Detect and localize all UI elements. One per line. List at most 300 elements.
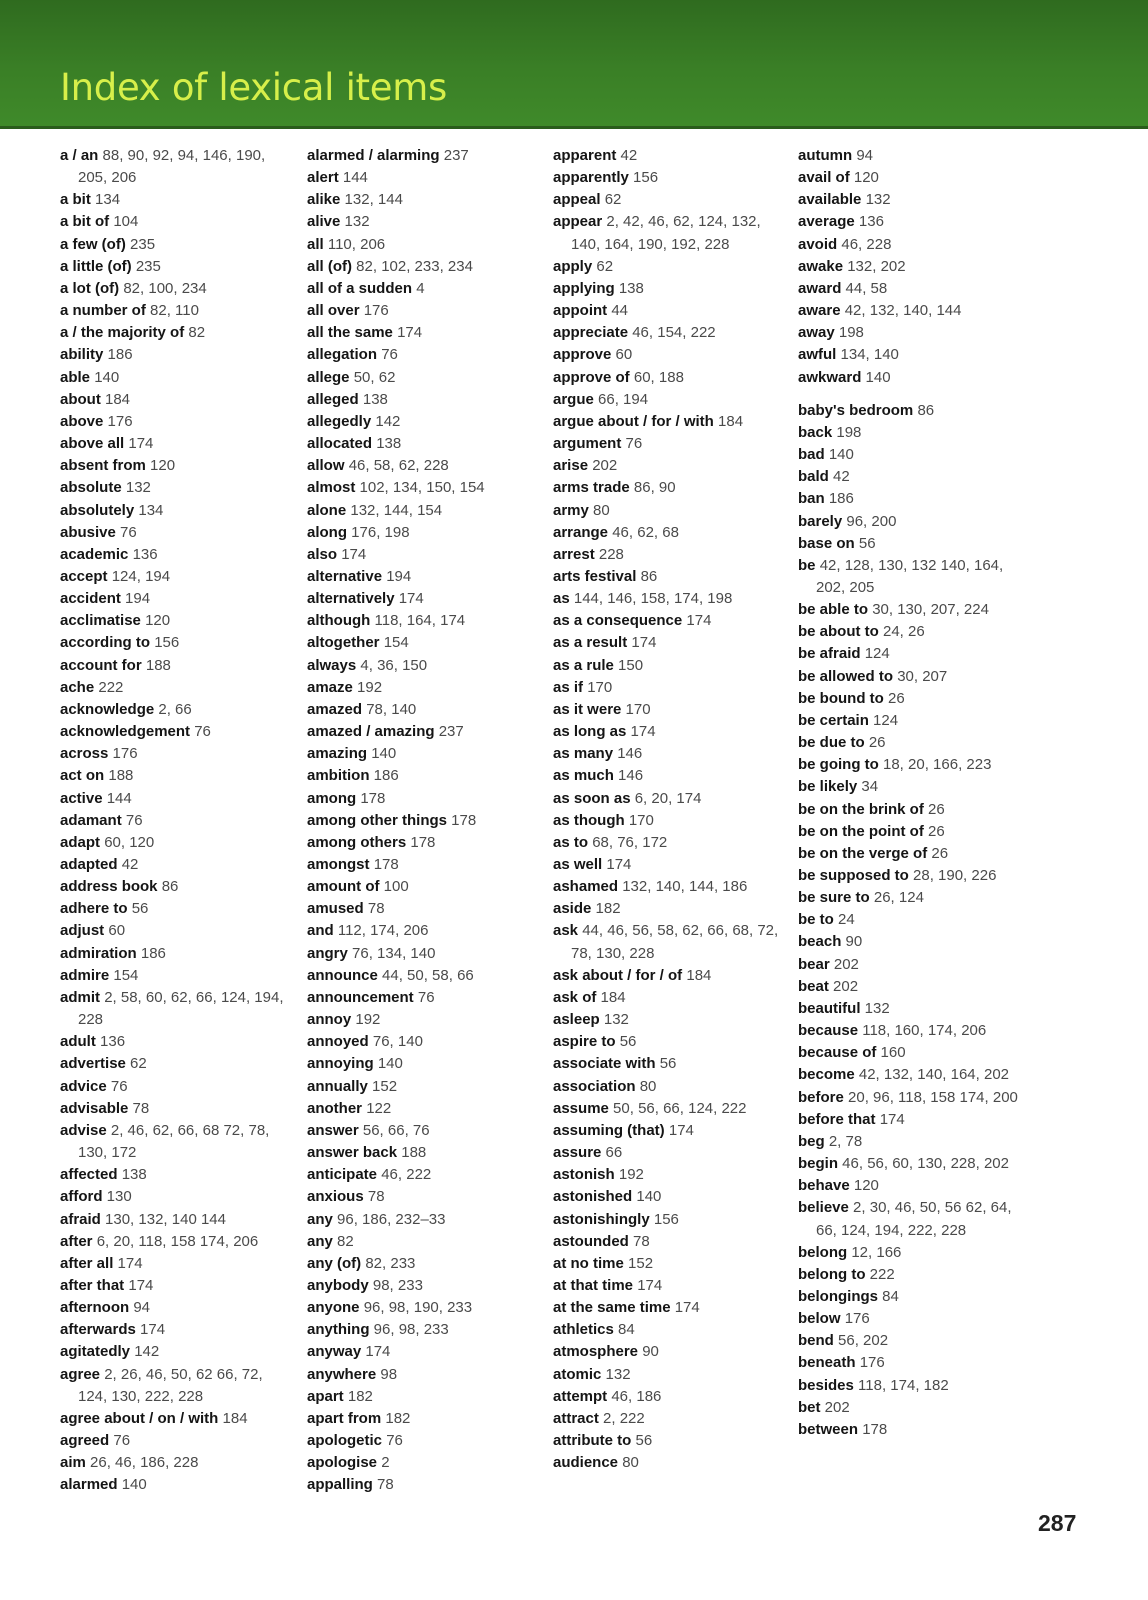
index-term: awkward [798, 368, 862, 386]
index-pages: 4 [416, 279, 425, 297]
index-pages: 132 [864, 999, 890, 1017]
index-entry [553, 1186, 788, 1208]
index-term: apart [307, 1387, 344, 1405]
index-term: among others [307, 833, 407, 851]
index-pages: 118, 164, 174 [374, 612, 466, 630]
index-term: astonishingly [553, 1210, 650, 1228]
index-entry [307, 256, 542, 278]
index-term: believe [798, 1199, 849, 1217]
index-pages: 132, 202 [847, 257, 906, 275]
index-pages: 174 [365, 1343, 391, 1361]
index-term: anybody [307, 1276, 369, 1294]
index-term: allegedly [307, 412, 372, 430]
index-pages: 176 [363, 302, 389, 320]
index-entry [60, 1430, 295, 1452]
index-term: agreed [60, 1432, 110, 1450]
index-term: be sure to [798, 889, 870, 907]
index-pages: 184 [600, 988, 626, 1006]
index-term: associate with [553, 1055, 656, 1073]
index-entry [553, 300, 788, 322]
index-term: anyone [307, 1299, 360, 1317]
page-number: 287 [1038, 1510, 1077, 1536]
index-entry [553, 367, 788, 389]
index-pages: 86 [640, 567, 658, 585]
index-pages: 140 [371, 745, 397, 763]
index-entry [553, 1297, 788, 1319]
index-pages: 192 [355, 1011, 381, 1029]
index-entry [553, 920, 788, 964]
index-entry [553, 477, 788, 499]
index-pages: 62 [596, 257, 614, 275]
index-term: alleged [307, 390, 359, 408]
index-term: back [798, 423, 833, 441]
index-entry [798, 167, 1033, 189]
index-pages: 176 [107, 412, 133, 430]
index-term: a few (of) [60, 235, 126, 253]
index-entry [60, 1031, 295, 1053]
index-entry [553, 1408, 788, 1430]
index-term: amaze [307, 678, 353, 696]
index-entry [553, 876, 788, 898]
index-entry [798, 1153, 1033, 1175]
index-term: anxious [307, 1188, 364, 1206]
index-entry [553, 167, 788, 189]
index-term: abusive [60, 523, 116, 541]
index-entry [307, 1474, 542, 1496]
index-term: be due to [798, 734, 865, 752]
index-pages: 96, 200 [846, 512, 897, 530]
index-pages: 50, 56, 66, 124, 222 [613, 1099, 747, 1117]
index-entry [307, 632, 542, 654]
index-term: afternoon [60, 1299, 130, 1317]
index-term: anyway [307, 1343, 362, 1361]
index-entry [553, 1164, 788, 1186]
index-term: be going to [798, 756, 879, 774]
index-pages: 235 [130, 235, 156, 253]
index-entry [60, 1209, 295, 1231]
index-pages: 78 [633, 1232, 650, 1250]
index-term: apparently [553, 169, 629, 187]
index-entry [307, 655, 542, 677]
index-pages: 60, 188 [633, 368, 684, 386]
index-pages: 176, 198 [351, 523, 410, 541]
index-term: aside [553, 900, 592, 918]
index-pages: 50, 62 [353, 368, 396, 386]
index-pages: 124 [864, 645, 890, 663]
index-entry [60, 1120, 295, 1164]
index-entry [553, 721, 788, 743]
index-column-4 [798, 145, 1033, 1441]
index-pages: 136 [132, 545, 158, 563]
index-pages: 56 [659, 1055, 677, 1073]
index-term: be able to [798, 601, 869, 619]
index-pages: 174 [398, 590, 424, 608]
index-pages: 82 [337, 1232, 354, 1250]
index-pages: 140 [828, 446, 854, 464]
index-pages: 170 [628, 811, 654, 829]
index-pages: 26 [868, 734, 886, 752]
index-term: adapt [60, 833, 101, 851]
index-entry [307, 1209, 542, 1231]
index-pages: 186 [828, 490, 854, 508]
index-term: beach [798, 933, 842, 951]
index-pages: 120 [145, 612, 171, 630]
index-entry [60, 1186, 295, 1208]
index-term: a bit of [60, 213, 110, 231]
index-entry [60, 1319, 295, 1341]
index-pages: 6, 20, 174 [634, 789, 702, 807]
index-entry [60, 987, 295, 1031]
index-pages: 18, 20, 166, 223 [883, 756, 992, 774]
index-term: agree [60, 1365, 101, 1383]
index-entry [60, 455, 295, 477]
index-term: adapted [60, 856, 118, 873]
index-entry [798, 621, 1033, 643]
index-pages: 120 [853, 169, 879, 187]
index-term: allocated [307, 435, 373, 453]
index-pages: 184 [686, 966, 712, 984]
index-entry [798, 145, 1033, 167]
index-pages: 144, 146, 158, 174, 198 [573, 590, 733, 608]
index-entry [553, 1053, 788, 1075]
index-entry [553, 788, 788, 810]
index-term: as to [553, 833, 589, 851]
index-entry [553, 699, 788, 721]
index-pages: 42, 132, 140, 164, 202 [858, 1066, 1010, 1084]
index-pages: 176 [844, 1310, 870, 1328]
index-entry [307, 1341, 542, 1363]
index-pages: 138 [362, 390, 388, 408]
index-pages: 84 [618, 1321, 635, 1339]
index-pages: 174 [117, 1254, 143, 1272]
index-term: base on [798, 534, 855, 552]
index-entry [553, 898, 788, 920]
index-entry [307, 211, 542, 233]
index-pages: 132, 144 [344, 191, 403, 209]
index-entry [307, 1430, 542, 1452]
index-pages: 78 [367, 900, 385, 918]
index-entry [60, 1452, 295, 1474]
index-pages: 138 [376, 435, 402, 453]
index-entry [553, 189, 788, 211]
index-term: a number of [60, 302, 146, 320]
index-pages: 174 [128, 1276, 154, 1294]
index-term: a lot (of) [60, 279, 120, 297]
index-pages: 202 [824, 1398, 850, 1416]
index-entry [798, 322, 1033, 344]
index-entry [307, 145, 542, 167]
index-pages: 44, 46, 56, 58, 62, 66, 68, 72, 78, 130, 228 [571, 922, 779, 962]
index-term: begin [798, 1155, 838, 1173]
index-term: as a result [553, 634, 628, 652]
index-pages: 56 [131, 900, 149, 918]
index-pages: 222 [98, 678, 124, 696]
index-term: alive [307, 213, 341, 231]
index-entry [307, 1452, 542, 1474]
index-pages: 76 [110, 1077, 128, 1095]
index-entry [798, 1175, 1033, 1197]
index-term: apparent [553, 147, 617, 164]
index-entry [60, 566, 295, 588]
index-pages: 46, 228 [841, 235, 892, 253]
index-term: apply [553, 257, 593, 275]
index-pages: 26, 46, 186, 228 [90, 1454, 199, 1472]
index-entry [307, 1364, 542, 1386]
index-pages: 56 [635, 1432, 653, 1450]
index-term: be on the verge of [798, 844, 928, 862]
index-term: annoy [307, 1011, 352, 1029]
index-term: apologise [307, 1454, 378, 1472]
index-entry [307, 278, 542, 300]
index-pages: 44, 50, 58, 66 [382, 966, 474, 984]
index-entry [798, 931, 1033, 953]
index-term: beneath [798, 1354, 856, 1372]
index-entry [60, 610, 295, 632]
index-pages: 178 [373, 856, 399, 873]
index-term: belong to [798, 1265, 866, 1283]
index-term: altogether [307, 634, 380, 652]
index-entry [60, 655, 295, 677]
index-term: adamant [60, 811, 122, 829]
index-term: acknowledgement [60, 723, 191, 741]
index-entry [307, 1386, 542, 1408]
index-entry [60, 1098, 295, 1120]
index-term: arrest [553, 545, 595, 563]
index-term: amazing [307, 745, 368, 763]
index-entry [307, 943, 542, 965]
index-entry [798, 234, 1033, 256]
index-entry [60, 632, 295, 654]
index-pages: 174 [140, 1321, 166, 1339]
index-pages: 174 [686, 612, 712, 630]
index-term: as soon as [553, 789, 631, 807]
index-pages: 42 [833, 468, 850, 486]
index-pages: 76 [194, 723, 211, 741]
index-pages: 202 [833, 977, 859, 995]
index-entry [798, 278, 1033, 300]
index-term: all of a sudden [307, 279, 413, 297]
index-entry [307, 965, 542, 987]
index-pages: 56 [619, 1033, 637, 1051]
index-pages: 184 [718, 412, 744, 430]
index-term: alike [307, 191, 341, 209]
index-pages: 90 [642, 1343, 659, 1361]
index-pages: 76 [125, 811, 143, 829]
index-entry [798, 732, 1033, 754]
index-term: agitatedly [60, 1343, 131, 1361]
index-entry [60, 145, 295, 189]
index-pages: 46, 56, 60, 130, 228, 202 [842, 1155, 1009, 1173]
index-term: be [798, 556, 816, 574]
index-entry [798, 799, 1033, 821]
index-entry [60, 1076, 295, 1098]
index-pages: 110, 206 [327, 235, 386, 253]
index-term: afterwards [60, 1321, 136, 1339]
index-term: alert [307, 169, 339, 187]
index-term: alarmed [60, 1476, 118, 1494]
index-pages: 202 [592, 457, 618, 475]
index-term: almost [307, 479, 356, 497]
index-term: because of [798, 1044, 877, 1062]
index-entry [60, 965, 295, 987]
index-term: be supposed to [798, 867, 909, 884]
index-term: amount of [307, 878, 380, 896]
index-entry [798, 1397, 1033, 1419]
index-pages: 42, 128, 130, 132 140, 164, 202, 205 [816, 556, 1004, 596]
index-pages: 140 [636, 1188, 662, 1206]
index-pages: 26 [927, 822, 945, 840]
index-entry [307, 367, 542, 389]
index-pages: 78 [377, 1476, 394, 1494]
index-entry [798, 710, 1033, 732]
index-term: besides [798, 1376, 854, 1394]
index-entry [60, 1253, 295, 1275]
index-entry [60, 1164, 295, 1186]
index-entry [553, 411, 788, 433]
index-term: because [798, 1022, 859, 1040]
index-entry [60, 810, 295, 832]
index-term: ache [60, 678, 95, 696]
index-term: as well [553, 856, 603, 873]
index-pages: 156 [633, 169, 659, 187]
index-entry [307, 765, 542, 787]
index-pages: 152 [372, 1077, 398, 1095]
index-pages: 178 [360, 789, 386, 807]
index-term: asleep [553, 1011, 600, 1029]
index-entry [798, 1330, 1033, 1352]
index-entry [307, 854, 542, 876]
index-term: appoint [553, 302, 608, 320]
index-entry [60, 1231, 295, 1253]
index-pages: 76, 140 [372, 1033, 423, 1051]
index-entry [307, 522, 542, 544]
index-entry [798, 1375, 1033, 1397]
index-term: ask about / for / of [553, 966, 683, 984]
index-entry [307, 699, 542, 721]
index-pages: 26, 124 [873, 889, 924, 907]
index-pages: 42 [121, 856, 139, 873]
index-entry [60, 367, 295, 389]
index-term: be about to [798, 623, 879, 641]
index-column-1 [60, 145, 295, 1497]
index-term: atmosphere [553, 1343, 639, 1361]
index-term: as a rule [553, 656, 614, 674]
index-entry [553, 1341, 788, 1363]
index-entry [60, 256, 295, 278]
index-pages: 60 [108, 922, 126, 940]
index-entry [798, 643, 1033, 665]
index-pages: 174 [128, 435, 154, 453]
index-pages: 96, 186, 232–33 [337, 1210, 446, 1228]
index-entry [798, 1286, 1033, 1308]
index-pages: 78 [132, 1099, 150, 1117]
index-pages: 76 [417, 988, 435, 1006]
index-entry [798, 776, 1033, 798]
index-pages: 60 [615, 346, 633, 364]
index-term: average [798, 213, 855, 231]
index-term: advertise [60, 1055, 126, 1073]
index-term: beautiful [798, 999, 861, 1017]
index-pages: 4, 36, 150 [360, 656, 428, 674]
index-pages: 237 [438, 723, 464, 741]
index-term: ask [553, 922, 579, 940]
index-pages: 134 [95, 191, 121, 209]
index-entry [553, 211, 788, 255]
index-pages: 150 [618, 656, 644, 674]
index-entry [60, 189, 295, 211]
index-pages: 136 [100, 1033, 126, 1051]
index-entry [798, 1020, 1033, 1042]
index-pages: 60, 120 [104, 833, 155, 851]
index-term: above all [60, 435, 125, 453]
index-pages: 26 [928, 800, 945, 818]
index-pages: 202 [833, 955, 859, 973]
index-entry [307, 500, 542, 522]
index-pages: 24, 26 [883, 623, 925, 641]
index-entry [553, 1209, 788, 1231]
index-entry [60, 211, 295, 233]
index-term: a / an [60, 147, 99, 164]
index-entry [798, 1264, 1033, 1286]
index-term: attempt [553, 1387, 608, 1405]
index-entry [307, 677, 542, 699]
index-pages: 82, 100, 234 [123, 279, 207, 297]
index-term: atomic [553, 1365, 602, 1383]
index-pages: 80 [593, 501, 610, 519]
index-term: assume [553, 1099, 609, 1117]
index-entry [553, 854, 788, 876]
index-entry [60, 788, 295, 810]
index-term: address book [60, 878, 158, 896]
index-term: admiration [60, 944, 137, 962]
index-term: afraid [60, 1210, 101, 1228]
index-pages: 192 [357, 678, 383, 696]
index-term: association [553, 1077, 636, 1095]
index-term: any [307, 1232, 333, 1250]
index-term: available [798, 191, 862, 209]
index-entry [553, 632, 788, 654]
index-entry [553, 1009, 788, 1031]
index-term: according to [60, 634, 151, 652]
index-term: active [60, 789, 103, 807]
index-term: among [307, 789, 357, 807]
index-pages: 140 [94, 368, 120, 386]
index-pages: 24 [838, 911, 855, 929]
index-term: arms trade [553, 479, 630, 497]
index-pages: 120 [150, 457, 176, 475]
index-pages: 198 [838, 324, 864, 342]
index-entry [553, 1120, 788, 1142]
index-entry [60, 898, 295, 920]
index-entry [798, 211, 1033, 233]
index-pages: 2, 58, 60, 62, 66, 124, 194, 228 [78, 988, 284, 1029]
index-entry [798, 998, 1033, 1020]
index-entry [60, 1053, 295, 1075]
index-entry [307, 234, 542, 256]
index-term: as though [553, 811, 625, 829]
index-pages: 140 [121, 1476, 147, 1494]
index-entry [307, 810, 542, 832]
index-term: a bit [60, 191, 91, 209]
index-entry [307, 411, 542, 433]
index-pages: 136 [858, 213, 884, 231]
index-pages: 78 [367, 1188, 385, 1206]
index-term: beg [798, 1132, 825, 1150]
index-entry [307, 876, 542, 898]
index-entry [553, 1319, 788, 1341]
index-pages: 188 [401, 1144, 427, 1162]
index-pages: 132, 140, 144, 186 [622, 878, 748, 896]
